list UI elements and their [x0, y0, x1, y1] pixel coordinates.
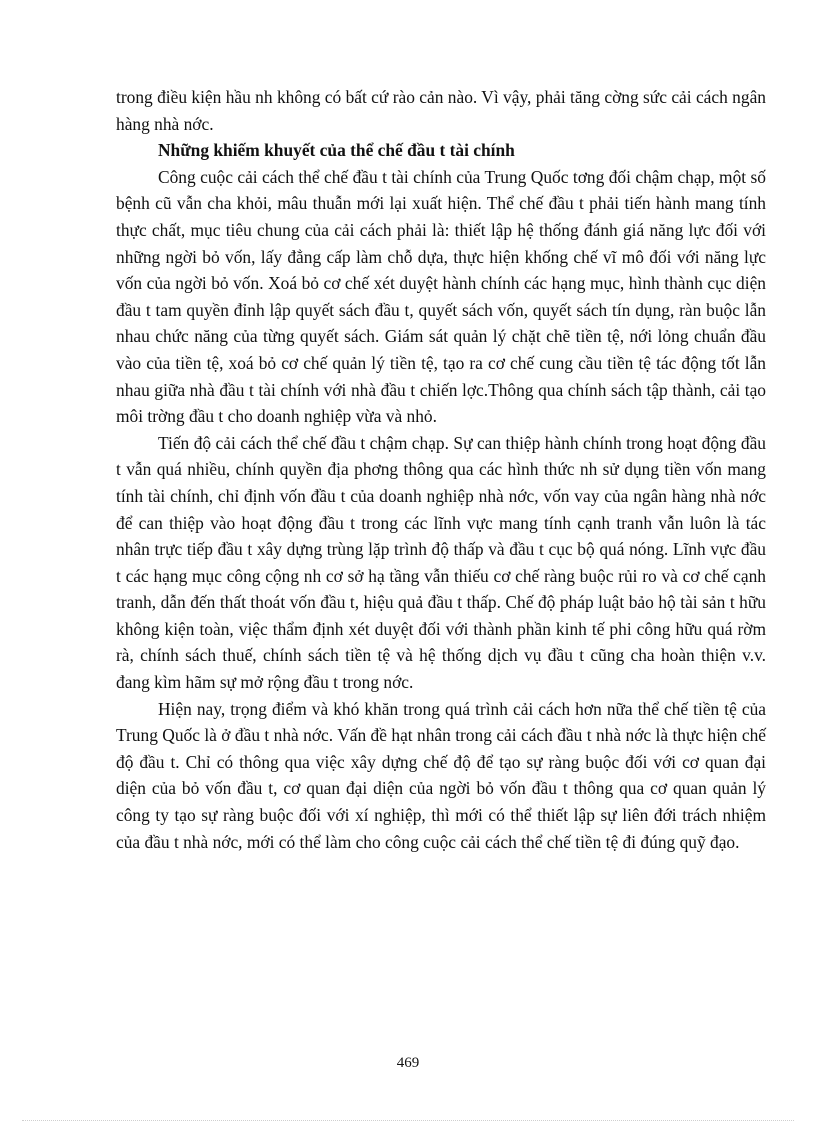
section-heading: Những khiếm khuyết của thể chế đầu t tài chính — [158, 140, 515, 161]
paragraph-state-investment: Hiện nay, trọng điểm và khó khăn trong quá trình cải cách hơn nữa thể chế tiền tệ của Trung Quốc là ở đầu t nhà nớc. Vấn đề hạt nhân trong cải cách đầu t nhà nớc là thực hiện chế độ đầu t. Chỉ có thông qua việc xây dựng chế độ để tạo sự ràng buộc đối với cơ quan đại diện của bỏ vốn đầu t, cơ quan đại diện của ngời bỏ vốn đầu t thông qua cơ quan quản lý công ty tạo sự ràng buộc đối với xí nghiệp, thì mới có thể thiết lập sự liên đới trách nhiệm của đầu t nhà nớc, mới có thể làm cho công cuộc cải cách thể chế tiền tệ đi đúng quỹ đạo. — [116, 698, 766, 852]
paragraph-slow-progress: Tiến độ cải cách thể chế đầu t chậm chạp. Sự can thiệp hành chính trong hoạt động đầu t vẫn quá nhiều, chính quyền địa phơng thông qua các hình thức nh sử dụng tiền vốn mang tính tài chính, chỉ định vốn đầu t của doanh nghiệp nhà nớc, vốn vay của ngân hàng nhà nớc để can thiệp vào hoạt động đầu t trong các lĩnh vực mang tính cạnh tranh vẫn luôn là tác nhân trực tiếp đầu t xây dựng trùng lặp trình độ thấp và đầu t cục bộ quá nóng. Lĩnh vực đầu t các hạng mục công cộng nh cơ sở hạ tầng vẫn thiếu cơ chế ràng buộc rủi ro và cơ chế cạnh tranh, dẫn đến thất thoát vốn đầu t, hiệu quả đầu t thấp. Chế độ pháp luật bảo hộ tài sản t hữu không kiện toàn, việc thẩm định xét duyệt đối với thành phần kinh tế phi công hữu quá rờm rà, chính sách thuế, chính sách tiền tệ và hệ thống dịch vụ đầu t cũng cha hoàn thiện v.v. đang kìm hãm sự mở rộng đầu t trong nớc. — [116, 432, 766, 693]
page-number: 469 — [396, 1055, 420, 1071]
paragraph-reform-goals: Công cuộc cải cách thể chế đầu t tài chính của Trung Quốc tơng đối chậm chạp, một số bệnh cũ vẫn cha khỏi, mâu thuẫn mới lại xuất hiện. Thể chế đầu t phải tiến hành mang tính thực chất, mục tiêu chung của cải cách phải là: thiết lập hệ thống đánh giá năng lực đối với những ngời bỏ vốn, lấy đẳng cấp làm chỗ dựa, thực hiện khống chế vĩ mô đối với năng lực vốn của ngời bỏ vốn. Xoá bỏ cơ chế xét duyệt hành chính các hạng mục, hình thành cục diện đầu t tam quyền đỉnh lập quyết sách đầu t, quyết sách vốn, quyết sách tín dụng, ràn buộc lẫn nhau chức năng của từng quyết sách. Giám sát quản lý chặt chẽ tiền tệ, nới lỏng chuẩn đầu vào của tiền tệ, xoá bỏ cơ chế quản lý tiền tệ, tạo ra cơ chế cung cầu tiền tệ tác động tốt lẫn nhau giữa nhà đầu t tài chính với nhà đầu t chiến lợc.Thông qua chính sách tập thành, cải tạo môi trờng đầu t cho doanh nghiệp vừa và nhỏ. — [116, 166, 766, 427]
page-body — [116, 84, 766, 855]
footer-divider — [22, 1120, 794, 1121]
continuation-paragraph: trong điều kiện hầu nh không có bất cứ rào cản nào. Vì vậy, phải tăng cờng sức cải cách ngân hàng nhà nớc. — [116, 87, 766, 134]
